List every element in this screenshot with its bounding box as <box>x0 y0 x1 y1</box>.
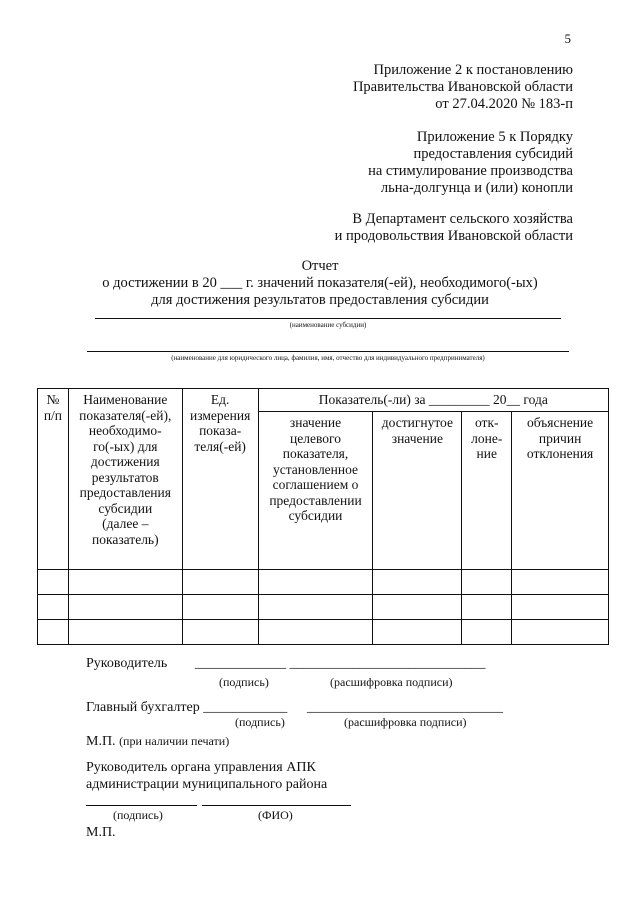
subsidy-name-line <box>95 318 561 319</box>
table-cell[interactable] <box>68 570 182 595</box>
table-cell[interactable] <box>258 570 373 595</box>
apk-head-line-1: Руководитель органа управления АПК <box>86 760 316 775</box>
seal-note: (при наличии печати) <box>119 734 230 748</box>
table-cell[interactable] <box>38 620 69 645</box>
appendix-2-header <box>0 62 573 113</box>
table-cell[interactable] <box>258 595 373 620</box>
appendix-2-line-1: Приложение 2 к постановлению <box>373 62 573 78</box>
table-cell[interactable] <box>512 620 609 645</box>
addressee <box>0 211 573 245</box>
report-title-line-1: Отчет <box>301 258 339 274</box>
report-title <box>0 258 640 309</box>
header-target-value: значение целевого показателя, установленное соглашением о предоставлении субсидии <box>258 412 373 570</box>
table-cell[interactable] <box>68 595 182 620</box>
appendix-5-line-2: предоставления субсидий <box>413 146 573 162</box>
accountant-sign-caption: (подпись) <box>235 715 285 729</box>
header-number: № п/п <box>38 389 69 570</box>
table-row <box>38 620 609 645</box>
apk-fio-caption: (ФИО) <box>258 808 293 822</box>
table-cell[interactable] <box>68 620 182 645</box>
addressee-line-1: В Департамент сельского хозяйства <box>352 211 573 227</box>
appendix-5-line-1: Приложение 5 к Порядку <box>416 129 573 145</box>
table-cell[interactable] <box>373 595 462 620</box>
chief-accountant-label[interactable]: Главный бухгалтер ____________ <box>86 700 288 715</box>
table-cell[interactable] <box>462 595 512 620</box>
apk-head-line-2: администрации муниципального района <box>86 777 328 792</box>
table-cell[interactable] <box>512 570 609 595</box>
accountant-decode-caption: (расшифровка подписи) <box>344 715 467 729</box>
table-cell[interactable] <box>512 595 609 620</box>
recipient-name-caption: (наименование для юридического лица, фамилия, имя, отчество для индивидуального предпринимателя) <box>171 354 485 362</box>
header-unit: Ед. измерения показа- теля(-ей) <box>182 389 258 570</box>
apk-fio-line[interactable] <box>202 805 351 806</box>
seal-mp: М.П. <box>86 734 116 749</box>
table-cell[interactable] <box>462 570 512 595</box>
appendix-5-header <box>0 129 573 197</box>
table-cell[interactable] <box>38 595 69 620</box>
seal-label-2: М.П. <box>86 825 116 840</box>
header-achieved-value: достигнутое значение <box>373 412 462 570</box>
apk-sign-line[interactable] <box>86 805 197 806</box>
header-deviation: отк- лоне- ние <box>462 412 512 570</box>
head-sign-caption: (подпись) <box>219 675 269 689</box>
page-number: 5 <box>564 31 571 46</box>
apk-sign-caption: (подпись) <box>113 808 163 822</box>
head-signature-line[interactable]: _____________ ____________________________ <box>195 656 486 671</box>
table-header-row-1 <box>38 389 609 412</box>
header-indicator-name: Наименование показателя(-ей), необходимо- го(-ых) для достижения результатов предоставления субсидии (далее – показатель) <box>68 389 182 570</box>
head-label: Руководитель <box>86 656 168 671</box>
table-cell[interactable] <box>182 620 258 645</box>
report-title-line-3: для достижения результатов предоставления субсидии <box>151 292 489 308</box>
subsidy-name-caption: (наименование субсидии) <box>289 321 367 329</box>
table-cell[interactable] <box>182 595 258 620</box>
addressee-line-2: и продовольствия Ивановской области <box>334 228 573 244</box>
chief-accountant-decode-line[interactable]: ____________________________ <box>307 700 503 715</box>
table-row <box>38 570 609 595</box>
appendix-2-line-2: Правительства Ивановской области <box>352 79 573 95</box>
apk-head-label <box>86 759 327 793</box>
table-row <box>38 595 609 620</box>
table-cell[interactable] <box>182 570 258 595</box>
report-table <box>37 388 609 645</box>
table-cell[interactable] <box>462 620 512 645</box>
table-cell[interactable] <box>373 570 462 595</box>
appendix-5-line-3: на стимулирование производства <box>368 163 573 179</box>
table-cell[interactable] <box>258 620 373 645</box>
header-deviation-reason: объяснение причин отклонения <box>512 412 609 570</box>
head-decode-caption: (расшифровка подписи) <box>330 675 453 689</box>
appendix-5-line-4: льна-долгунца и (или) конопли <box>380 180 573 196</box>
table-cell[interactable] <box>38 570 69 595</box>
report-title-line-2: о достижении в 20 ___ г. значений показателя(-ей), необходимого(-ых) <box>102 275 538 291</box>
appendix-2-line-3: от 27.04.2020 № 183-п <box>435 96 573 112</box>
table-cell[interactable] <box>373 620 462 645</box>
recipient-name-line <box>87 351 569 352</box>
seal-label <box>86 733 229 750</box>
header-indicator-period: Показатель(-ли) за _________ 20__ года <box>258 389 608 412</box>
